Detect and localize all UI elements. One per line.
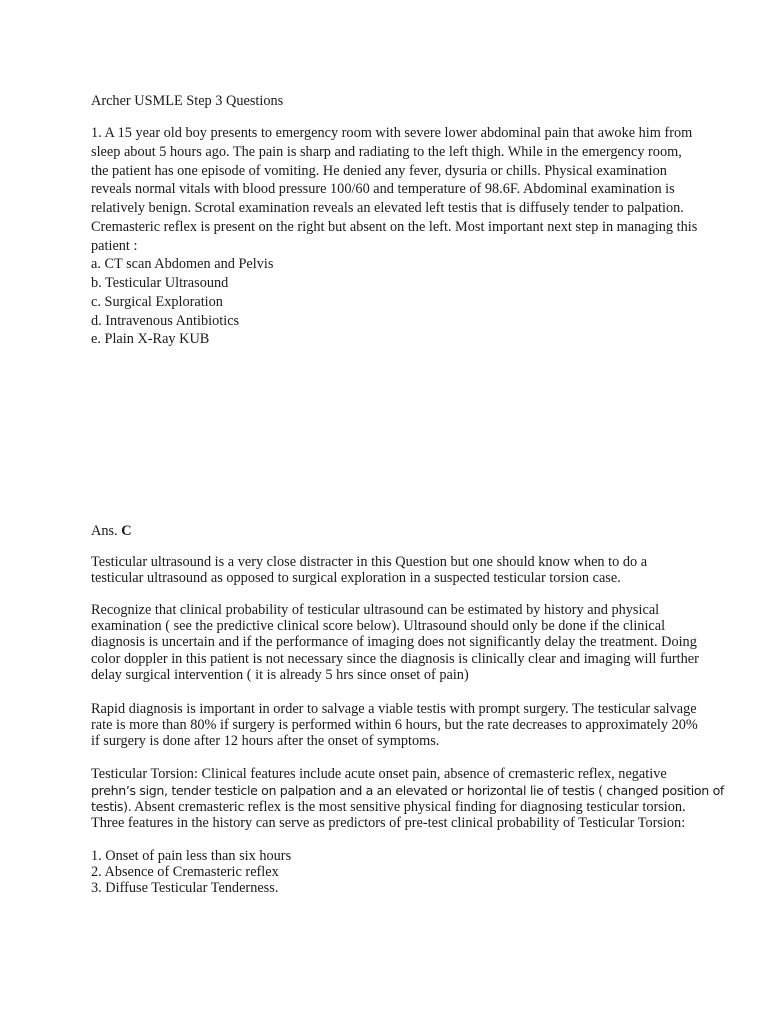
explanation-line: Rapid diagnosis is important in order to salvage a viable testis with prompt surgery. The testicular salvage: [91, 701, 697, 717]
explanation-line: prehn’s sign, tender testicle on palpation and a an elevated or horizontal lie of testis ( changed position of: [91, 783, 725, 798]
explanation-line: Three features in the history can serve as predictors of pre-test clinical probability of Testicular Torsion:: [91, 815, 686, 831]
answer-option-c: c. Surgical Exploration: [91, 294, 223, 310]
explanation-fragment: testis).: [91, 799, 132, 814]
explanation-fragment: Absent cremasteric reflex is the most sensitive physical finding for diagnosing testicular torsion.: [131, 799, 686, 815]
explanation-line: diagnosis is uncertain and if the performance of imaging does not significantly delay the treatment. Doing: [91, 634, 697, 650]
explanation-line: if surgery is done after 12 hours after the onset of symptoms.: [91, 733, 440, 749]
answer-letter: C: [121, 523, 132, 539]
explanation-line: color doppler in this patient is not necessary since the diagnosis is clinically clear and imaging will further: [91, 651, 699, 667]
document-title: Archer USMLE Step 3 Questions: [91, 93, 284, 109]
explanation-line: Testicular Torsion: Clinical features include acute onset pain, absence of cremasteric reflex, negative: [91, 766, 667, 782]
question-line: relatively benign. Scrotal examination reveals an elevated left testis that is diffusely tender to palpation.: [91, 200, 684, 216]
predictor-item: 3. Diffuse Testicular Tenderness.: [91, 880, 279, 896]
answer-option-a: a. CT scan Abdomen and Pelvis: [91, 256, 274, 272]
question-line: patient :: [91, 238, 138, 254]
explanation-line: rate is more than 80% if surgery is performed within 6 hours, but the rate decreases to approximately 20%: [91, 717, 698, 733]
answer-option-b: b. Testicular Ultrasound: [91, 275, 229, 291]
answer-option-e: e. Plain X-Ray KUB: [91, 331, 210, 347]
explanation-line: Recognize that clinical probability of testicular ultrasound can be estimated by history and physical: [91, 602, 660, 618]
explanation-line: examination ( see the predictive clinical score below). Ultrasound should only be done if the clinical: [91, 618, 666, 634]
explanation-line: Testicular ultrasound is a very close distracter in this Question but one should know when to do a: [91, 554, 648, 570]
question-line: the patient has one episode of vomiting. He denied any fever, dysuria or chills. Physical examination: [91, 163, 667, 179]
explanation-line: testicular ultrasound as opposed to surgical exploration in a suspected testicular torsion case.: [91, 570, 621, 586]
question-line: sleep about 5 hours ago. The pain is sharp and radiating to the left thigh. While in the emergency room,: [91, 144, 682, 160]
answer-option-d: d. Intravenous Antibiotics: [91, 313, 240, 329]
explanation-line: delay surgical intervention ( it is already 5 hrs since onset of pain): [91, 667, 469, 683]
question-line: Cremasteric reflex is present on the right but absent on the left. Most important next step in managing this: [91, 219, 698, 235]
predictor-item: 2. Absence of Cremasteric reflex: [91, 864, 279, 880]
answer-key: [91, 522, 132, 540]
answer-prefix: Ans.: [91, 523, 118, 539]
question-line: reveals normal vitals with blood pressure 100/60 and temperature of 98.6F. Abdominal examination is: [91, 181, 675, 197]
predictor-item: 1. Onset of pain less than six hours: [91, 848, 292, 864]
question-line: 1. A 15 year old boy presents to emergency room with severe lower abdominal pain that awoke him from: [91, 125, 693, 141]
